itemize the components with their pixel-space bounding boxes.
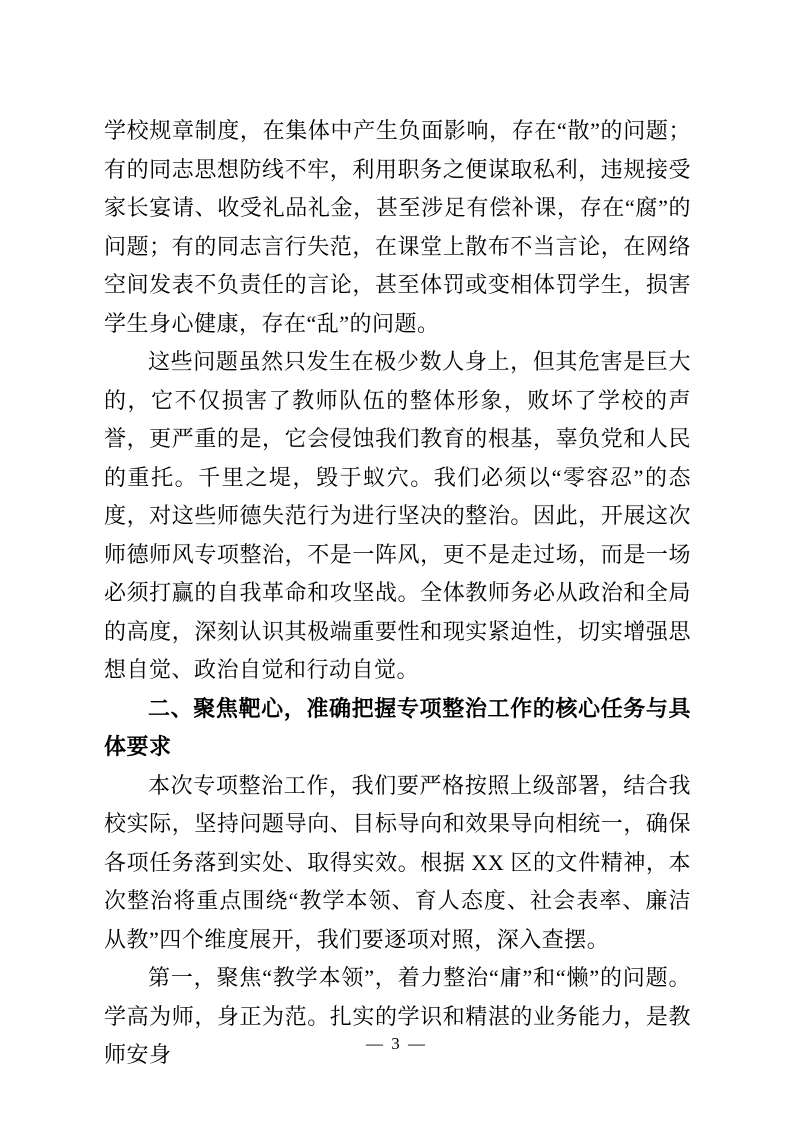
document-body xyxy=(104,112,691,1075)
paragraph: 这些问题虽然只发生在极少数人身上，但其危害是巨大的，它不仅损害了教师队伍的整体形象，败坏了学校的声誉，更严重的是，它会侵蚀我们教育的根基，辜负党和人民的重托。千里之堤，毁于蚁穴。我们必须以“零容忍”的态度，对这些师德失范行为进行坚决的整治。因此，开展这次师德师风专项整治，不是一阵风，更不是走过场，而是一场必须打赢的自我革命和攻坚战。全体教师务必从政治和全局的高度，深刻认识其极端重要性和现实紧迫性，切实增强思想自觉、政治自觉和行动自觉。 xyxy=(104,349,691,682)
page-number: — 3 — xyxy=(366,1034,427,1053)
paragraph-continuation: 学校规章制度，在集体中产生负面影响，存在“散”的问题；有的同志思想防线不牢，利用职务之便谋取私利，违规接受家长宴请、收受礼品礼金，甚至涉足有偿补课，存在“腐”的问题；有的同志言行失范，在课堂上散布不当言论，在网络空间发表不负责任的言论，甚至体罚或变相体罚学生，损害学生身心健康，存在“乱”的问题。 xyxy=(104,118,691,336)
paragraph: 本次专项整治工作，我们要严格按照上级部署，结合我校实际，坚持问题导向、目标导向和效果导向相统一，确保各项任务落到实处、取得实效。根据 XX 区的文件精神，本次整治将重点围绕“教学本领、育人态度、社会表率、廉洁从教”四个维度展开，我们要逐项对照，深入查摆。 xyxy=(104,772,691,952)
section-heading: 二、聚焦靶心，准确把握专项整治工作的核心任务与具体要求 xyxy=(104,695,691,759)
paragraph: 第一，聚焦“教学本领”，着力整治“庸”和“懒”的问题。学高为师，身正为范。扎实的学识和精湛的业务能力，是教师安身 xyxy=(104,965,691,1067)
